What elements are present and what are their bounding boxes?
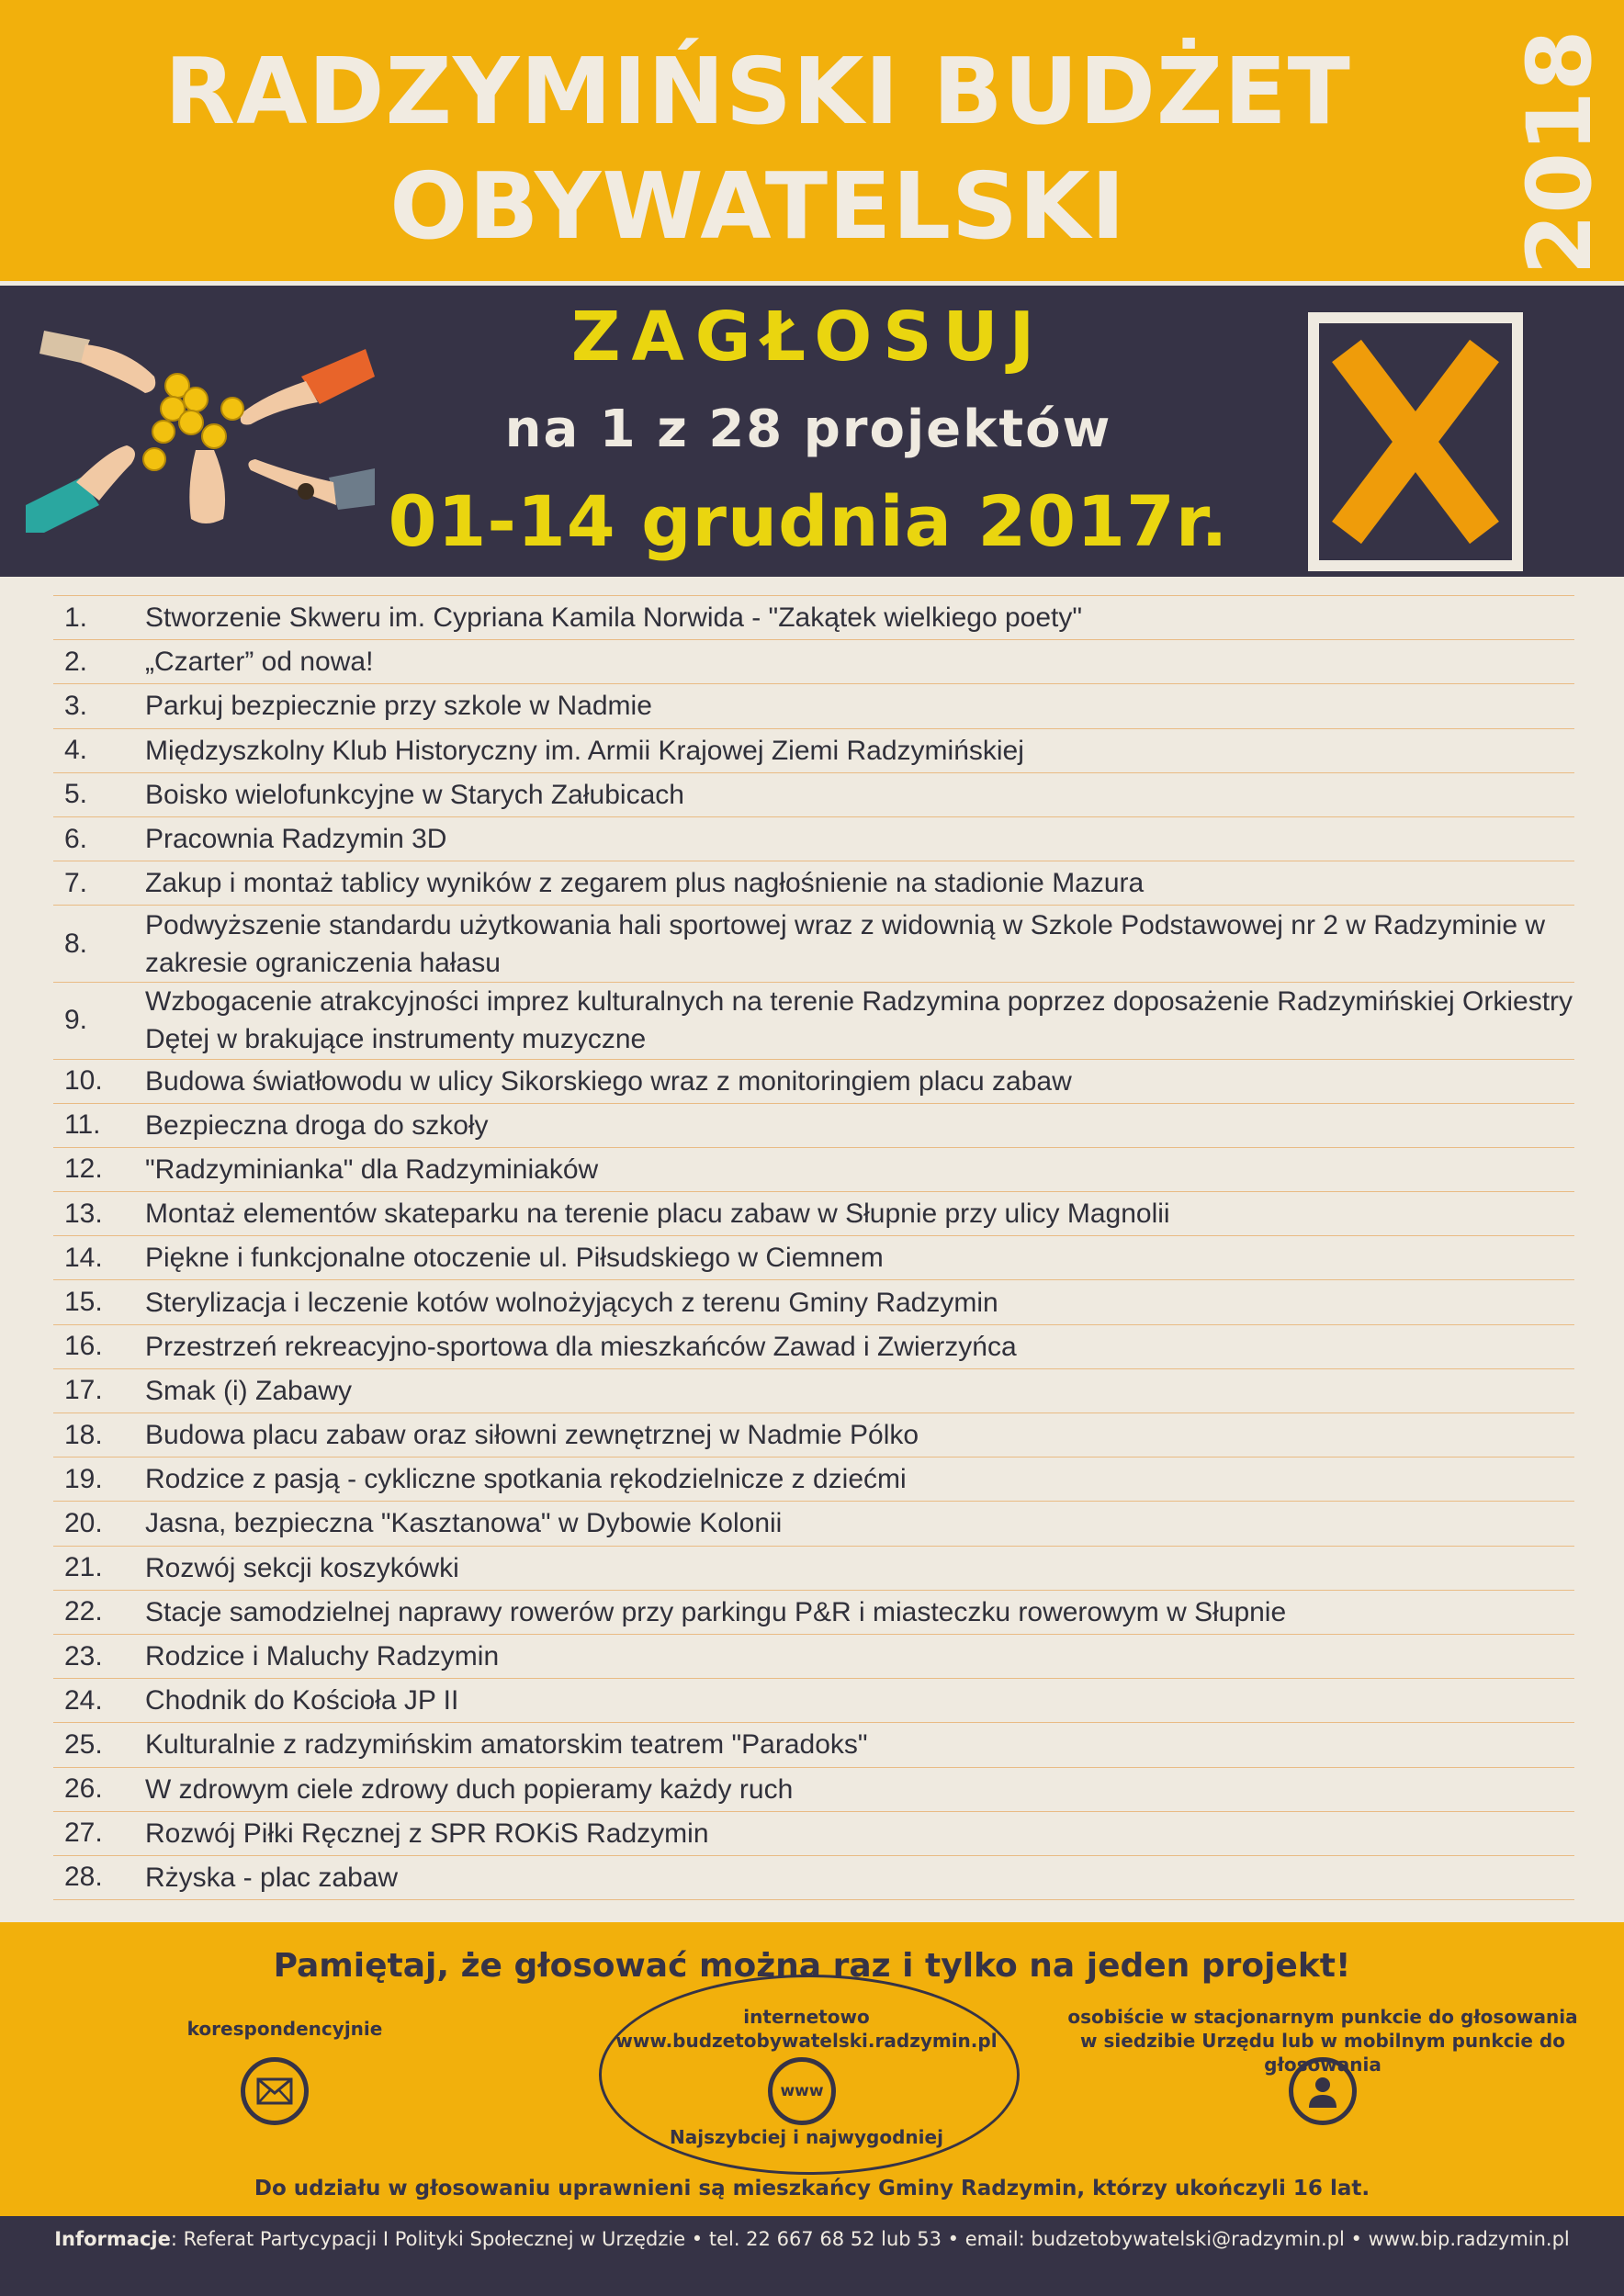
online-option-url[interactable]: www.budzetobywatelski.radzymin.pl [615, 2030, 998, 2052]
project-row [53, 1458, 1574, 1502]
project-title: „Czarter” od nowa! [145, 647, 374, 678]
project-title: Rodzice i Maluchy Radzymin [145, 1641, 500, 1672]
project-title: Stworzenie Skweru im. Cypriana Kamila Norwida - "Zakątek wielkiego poety" [145, 602, 1083, 634]
online-option-note: Najszybciej i najwygodniej [670, 2126, 943, 2148]
project-number: 15. [64, 1287, 103, 1318]
project-title: Bezpieczna droga do szkoły [145, 1109, 489, 1141]
project-row [53, 729, 1574, 773]
vote-dates: 01-14 grudnia 2017r. [388, 480, 1229, 562]
project-number: 24. [64, 1684, 103, 1716]
project-row [53, 1280, 1574, 1324]
project-number: 14. [64, 1242, 103, 1273]
vote-subline: na 1 z 28 projektów [504, 400, 1112, 459]
vote-headline: ZAGŁOSUJ [570, 298, 1046, 377]
project-title: Rodzice z pasją - cykliczne spotkania rękodzielnicze z dziećmi [145, 1464, 907, 1495]
contact-info [0, 2228, 1624, 2250]
project-row [53, 1812, 1574, 1856]
project-number: 9. [64, 1005, 88, 1036]
project-row [53, 1236, 1574, 1280]
project-row [53, 1104, 1574, 1148]
orange-x-mark-icon [1319, 323, 1512, 560]
project-number: 5. [64, 779, 88, 810]
project-number: 1. [64, 602, 88, 633]
project-number: 16. [64, 1331, 103, 1362]
project-row [53, 1502, 1574, 1546]
online-option-label: internetowo [743, 2006, 870, 2028]
project-number: 2. [64, 646, 88, 677]
envelope-icon [256, 2077, 293, 2105]
project-number: 7. [64, 867, 88, 898]
www-icon-text: www [780, 2082, 824, 2100]
year-label: 2018 [1508, 29, 1611, 276]
project-row [53, 861, 1574, 906]
project-number: 25. [64, 1728, 103, 1760]
project-row [53, 983, 1574, 1060]
project-title: Międzyszkolny Klub Historyczny im. Armii Krajowej Ziemi Radzymińskiej [145, 735, 1024, 766]
project-title: Wzbogacenie atrakcyjności imprez kulturalnych na terenie Radzymina poprzez doposażenie Radzymińskiej Orkiestry Dętej w brakujące instrumenty muzyczne [145, 986, 1573, 1055]
project-row [53, 1723, 1574, 1767]
project-title: Chodnik do Kościoła JP II [145, 1685, 459, 1716]
project-row [53, 1768, 1574, 1812]
www-icon [768, 2057, 836, 2125]
project-title: Sterylizacja i leczenie kotów wolnożyjących z terenu Gminy Radzymin [145, 1287, 998, 1318]
reminder-text: Pamiętaj, że głosować można raz i tylko na jeden projekt! [273, 1947, 1351, 1985]
project-row [53, 595, 1574, 640]
project-row [53, 1679, 1574, 1723]
project-row [53, 773, 1574, 817]
project-row [53, 1856, 1574, 1900]
project-title: "Radzyminianka" dla Radzyminiaków [145, 1154, 599, 1185]
person-icon [1304, 2073, 1341, 2110]
project-number: 6. [64, 823, 88, 854]
project-title: Zakup i montaż tablicy wyników z zegarem plus nagłośnienie na stadionie Mazura [145, 868, 1145, 899]
project-title: Piękne i funkcjonalne otoczenie ul. Piłsudskiego w Ciemnem [145, 1243, 884, 1274]
project-title: Podwyższenie standardu użytkowania hali sportowej wraz z widownią w Szkole Podstawowej nr 2 w Radzyminie w zakresie ograniczenia hałasu [145, 909, 1546, 978]
project-row [53, 1325, 1574, 1369]
project-title: Parkuj bezpiecznie przy szkole w Nadmie [145, 691, 652, 722]
project-title: Przestrzeń rekreacyjno-sportowa dla mieszkańców Zawad i Zwierzyńca [145, 1331, 1017, 1362]
project-title: Smak (i) Zabawy [145, 1375, 353, 1406]
project-row [53, 684, 1574, 728]
project-number: 20. [64, 1507, 103, 1538]
project-title: Stacje samodzielnej naprawy rowerów przy parkingu P&R i miasteczku rowerowym w Słupnie [145, 1596, 1287, 1627]
project-number: 8. [64, 928, 88, 959]
project-number: 18. [64, 1419, 103, 1450]
project-row [53, 1060, 1574, 1104]
in-person-option-icon-circle [1289, 2057, 1357, 2125]
eligibility-text: Do udziału w głosowaniu uprawnieni są mieszkańcy Gminy Radzymin, którzy ukończyli 16 lat. [254, 2177, 1370, 2200]
project-row [53, 1591, 1574, 1635]
project-title: Rozwój Piłki Ręcznej z SPR ROKiS Radzymin [145, 1818, 709, 1849]
project-number: 12. [64, 1154, 103, 1185]
project-number: 17. [64, 1375, 103, 1406]
hands-with-coins-icon [26, 321, 375, 533]
project-row [53, 1413, 1574, 1458]
ballot-box [1308, 312, 1523, 571]
project-number: 19. [64, 1463, 103, 1494]
project-number: 26. [64, 1773, 103, 1805]
mail-option-label: korespondencyjnie [186, 2018, 383, 2040]
project-number: 23. [64, 1640, 103, 1671]
project-number: 10. [64, 1065, 103, 1097]
year-label-box [1495, 29, 1624, 276]
title-line-2: OBYWATELSKI [389, 152, 1126, 260]
project-row [53, 1635, 1574, 1679]
project-title: Montaż elementów skateparku na terenie placu zabaw w Słupnie przy ulicy Magnolii [145, 1199, 1170, 1230]
project-title: W zdrowym ciele zdrowy duch popieramy każdy ruch [145, 1773, 794, 1805]
project-number: 4. [64, 735, 88, 766]
header-banner [0, 0, 1624, 281]
project-row [53, 906, 1574, 983]
project-title: Rżyska - plac zabaw [145, 1862, 399, 1893]
project-row [53, 640, 1574, 684]
project-number: 3. [64, 690, 88, 721]
project-title: Budowa światłowodu w ulicy Sikorskiego wraz z monitoringiem placu zabaw [145, 1065, 1072, 1097]
in-person-option-line-1: osobiście w stacjonarnym punkcie do głosowania [1067, 2006, 1578, 2028]
project-title: Pracownia Radzymin 3D [145, 824, 447, 855]
project-number: 11. [64, 1109, 101, 1141]
project-row [53, 1547, 1574, 1591]
project-row [53, 1369, 1574, 1413]
project-row [53, 1192, 1574, 1236]
project-number: 21. [64, 1552, 103, 1583]
contact-info-text: : Referat Partycypacji I Polityki Społecznej w Urzędzie • tel. 22 667 68 52 lub 53 • email: budzetobywatelski@radzymin.pl • www.bip.radzymin.pl [170, 2228, 1570, 2250]
project-number: 22. [64, 1596, 103, 1627]
mail-option-icon-circle [241, 2057, 309, 2125]
contact-info-label: Informacje [54, 2228, 171, 2250]
project-title: Jasna, bezpieczna "Kasztanowa" w Dybowie Kolonii [145, 1508, 783, 1539]
project-title: Budowa placu zabaw oraz siłowni zewnętrznej w Nadmie Pólko [145, 1420, 919, 1451]
project-title: Kulturalnie z radzymińskim amatorskim teatrem "Paradoks" [145, 1729, 868, 1761]
project-list [53, 595, 1574, 1900]
project-row [53, 817, 1574, 861]
project-number: 28. [64, 1862, 103, 1893]
project-number: 27. [64, 1818, 103, 1849]
project-row [53, 1148, 1574, 1192]
project-number: 13. [64, 1198, 103, 1229]
title-line-1: RADZYMIŃSKI BUDŻET [164, 38, 1351, 145]
project-title: Boisko wielofunkcyjne w Starych Załubicach [145, 779, 684, 810]
project-title: Rozwój sekcji koszykówki [145, 1552, 459, 1583]
in-person-option-line-2: w siedzibie Urzędu lub w mobilnym punkcie do głosowania [1080, 2030, 1565, 2076]
